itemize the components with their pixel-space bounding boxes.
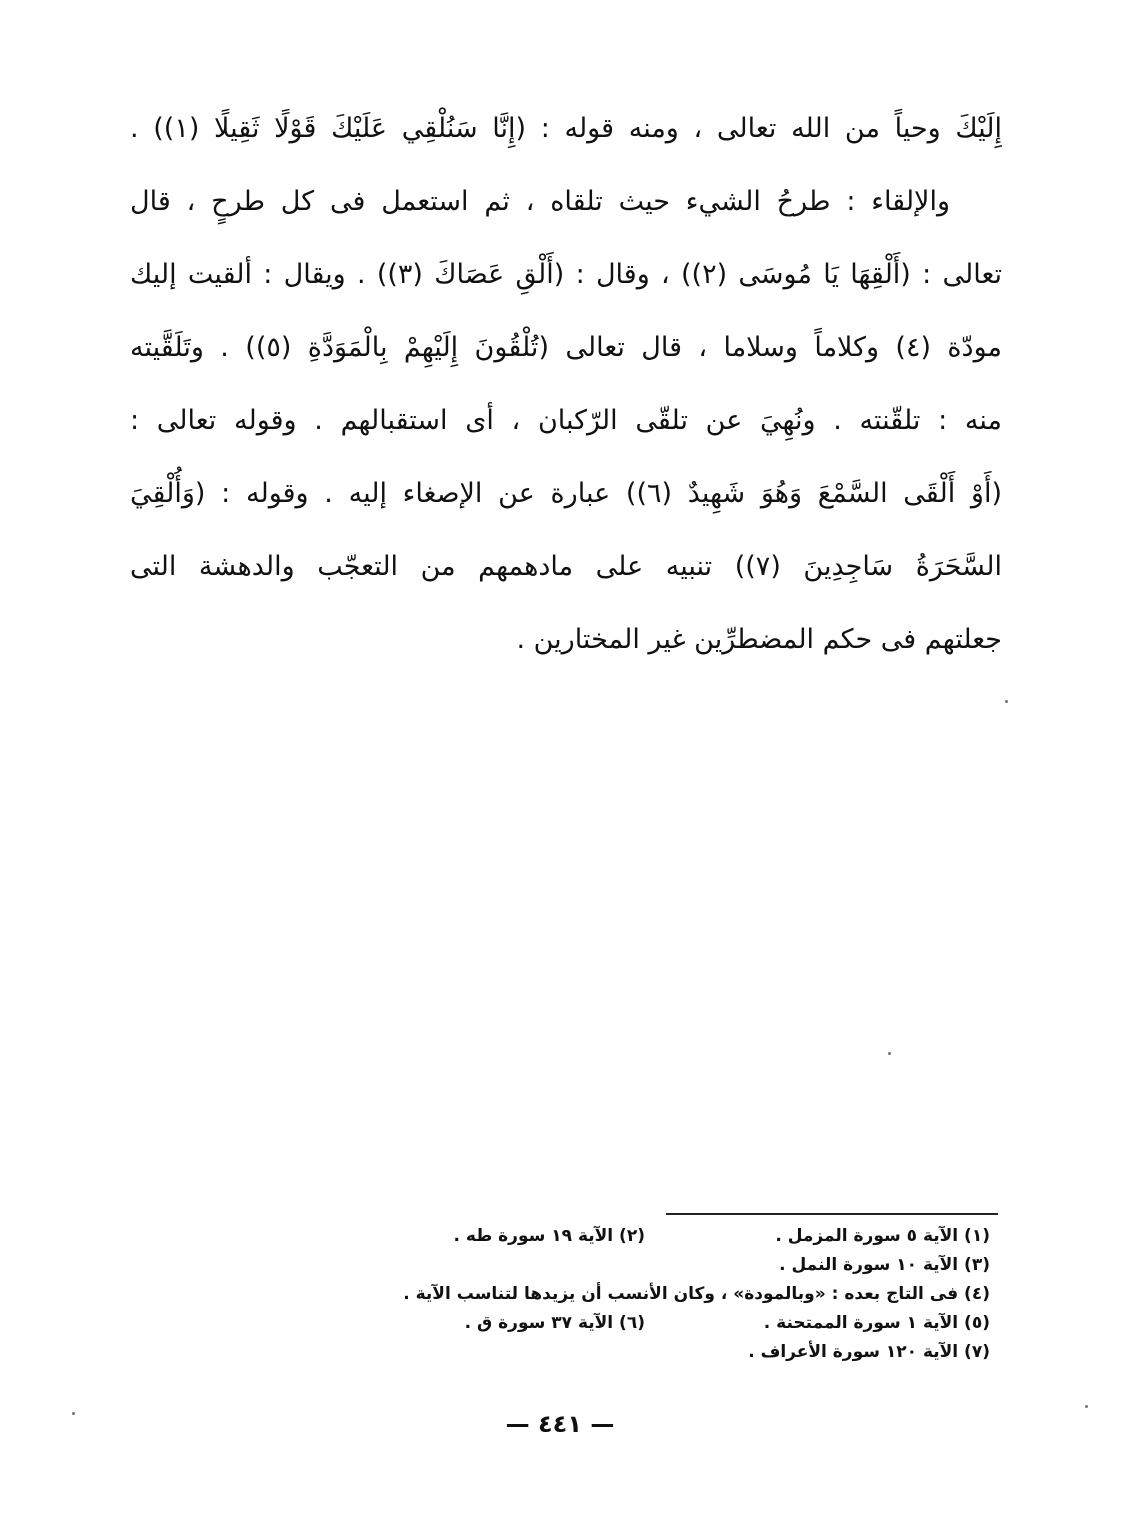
footnote-row xyxy=(300,1280,990,1309)
footnote-6: (٦) الآية ٣٧ سورة ق . xyxy=(464,1313,645,1333)
body-line: منه : تلقّنته . ونُهِيَ عن تلقّى الرّكبان ، أى استقبالهم . وقوله تعالى : xyxy=(130,405,1002,436)
body-line: مودّة (٤) وكلاماً وسلاما ، قال تعالى (تُلْقُونَ إِلَيْهِمْ بِالْمَوَدَّةِ (٥)) . وتَلَقَّيته xyxy=(130,332,1002,363)
footnote-5: (٥) الآية ١ سورة الممتحنة . xyxy=(763,1313,990,1333)
scan-speck xyxy=(1085,1405,1088,1408)
body-text xyxy=(130,92,1002,676)
footnote-row xyxy=(300,1222,990,1251)
scan-speck xyxy=(888,1052,891,1055)
footnote-3: (٣) الآية ١٠ سورة النمل . xyxy=(779,1255,990,1275)
footnote-row xyxy=(300,1251,990,1280)
footnote-4: (٤) فى التاج بعده : «وبالمودة» ، وكان الأنسب أن يزيدها لتناسب الآية . xyxy=(403,1284,990,1304)
footnote-row xyxy=(300,1309,990,1338)
scan-speck xyxy=(72,1412,75,1415)
body-line: إِلَيْكَ وحياً من الله تعالى ، ومنه قوله : (إِنَّا سَنُلْقِي عَلَيْكَ قَوْلًا ثَقِيلًا (١)) . xyxy=(130,113,1002,144)
page-number: — ٤٤١ — xyxy=(505,1410,615,1438)
footnotes xyxy=(300,1222,990,1367)
footnote-divider xyxy=(666,1213,998,1215)
footnote-1: (١) الآية ٥ سورة المزمل . xyxy=(775,1226,990,1246)
body-line: جعلتهم فى حكم المضطرِّين غير المختارين . xyxy=(516,624,1002,655)
footnote-2: (٢) الآية ١٩ سورة طه . xyxy=(453,1226,645,1246)
footnote-row xyxy=(300,1338,990,1367)
body-line: (أَوْ أَلْقَى السَّمْعَ وَهُوَ شَهِيدٌ (٦)) عبارة عن الإصغاء إليه . وقوله : (وَأُلْقِيَ xyxy=(130,478,1002,509)
scan-speck xyxy=(1005,700,1008,703)
footnote-7: (٧) الآية ١٢٠ سورة الأعراف . xyxy=(748,1342,990,1362)
body-line: تعالى : (أَلْقِهَا يَا مُوسَى (٢)) ، وقال : (أَلْقِ عَصَاكَ (٣)) . ويقال : ألقيت إليك xyxy=(130,259,1002,290)
body-line: السَّحَرَةُ سَاجِدِينَ (٧)) تنبيه على مادهمهم من التعجّب والدهشة التى xyxy=(130,551,1002,582)
body-line: والإلقاء : طرحُ الشيء حيث تلقاه ، ثم استعمل فى كل طرحٍ ، قال xyxy=(130,186,950,217)
